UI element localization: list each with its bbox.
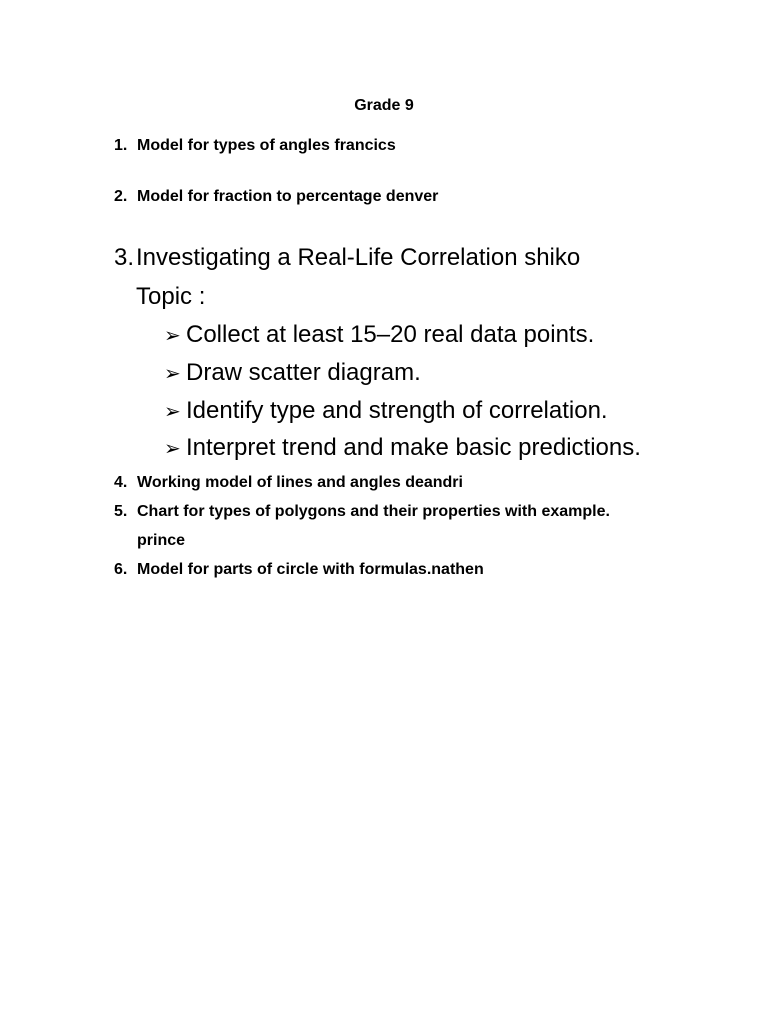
bullet-text: Interpret trend and make basic predictions. (186, 434, 641, 461)
list-item-5-continuation: prince (137, 532, 186, 549)
list-number: 5. (114, 503, 128, 520)
list-item-3-number: 3. (114, 244, 135, 271)
list-text: Chart for types of polygons and their properties with example. (137, 503, 610, 520)
list-number: 1. (114, 137, 128, 154)
list-text: Model for parts of circle with formulas.nathen (137, 561, 484, 578)
arrowhead-bullet-icon: ➢ (164, 325, 181, 347)
list-text: Model for fraction to percentage denver (137, 188, 439, 205)
arrowhead-bullet-icon: ➢ (164, 363, 181, 385)
bullet-text: Draw scatter diagram. (186, 359, 421, 386)
list-number: 6. (114, 561, 128, 578)
arrowhead-bullet-icon: ➢ (164, 438, 181, 460)
bullet-item-4 (164, 433, 641, 464)
page-title: Grade 9 (354, 97, 414, 114)
list-item-3-text: Investigating a Real-Life Correlation shiko (136, 244, 581, 271)
bullet-text: Collect at least 15–20 real data points. (186, 321, 595, 348)
topic-label: Topic : (136, 283, 206, 310)
bullet-item-2 (164, 358, 421, 389)
list-text: Model for types of angles francics (137, 137, 396, 154)
bullet-item-3 (164, 396, 608, 427)
list-number: 4. (114, 474, 128, 491)
bullet-text: Identify type and strength of correlation. (186, 397, 608, 424)
list-text: Working model of lines and angles deandri (137, 474, 463, 491)
list-number: 2. (114, 188, 128, 205)
bullet-item-1 (164, 320, 594, 351)
arrowhead-bullet-icon: ➢ (164, 401, 181, 423)
